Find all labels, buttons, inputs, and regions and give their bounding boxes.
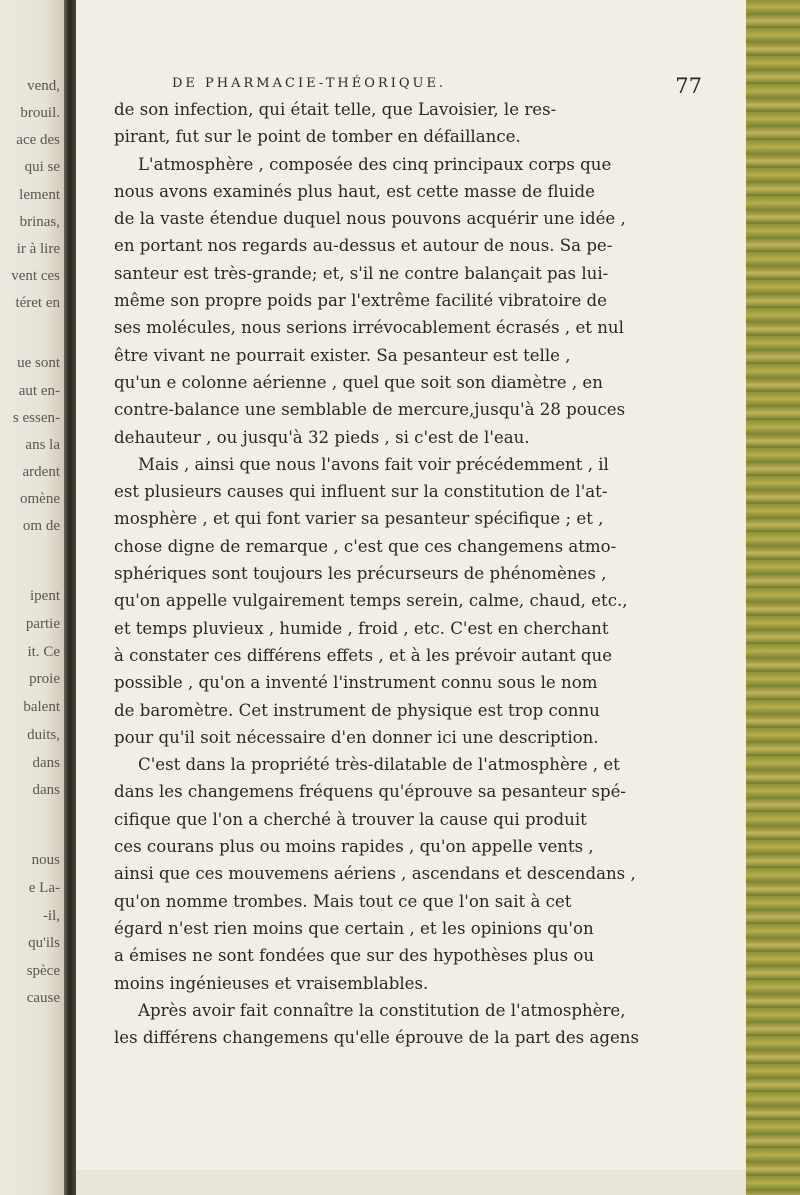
- previous-page-text-fragment: brouil.: [20, 105, 60, 121]
- book-gutter: [64, 0, 76, 1195]
- text-line: est plusieurs causes qui influent sur la constitution de l'at-: [114, 482, 608, 502]
- previous-page-text-fragment: ace des: [16, 132, 60, 148]
- previous-page-text-fragment: duits,: [27, 727, 60, 743]
- text-line: Après avoir fait connaître la constitution de l'atmosphère,: [138, 1000, 626, 1020]
- text-line: ainsi que ces mouvemens aériens , ascendans et descendans ,: [114, 864, 636, 884]
- text-line: Mais , ainsi que nous l'avons fait voir précédemment , il: [138, 454, 609, 474]
- text-line: L'atmosphère , composée des cinq principaux corps que: [138, 154, 612, 174]
- previous-page-text-fragment: balent: [23, 699, 60, 715]
- previous-page-text-fragment: vend,: [27, 78, 60, 94]
- previous-page-text-fragment: vent ces: [11, 268, 60, 284]
- text-line: nous avons examinés plus haut, est cette masse de fluide: [114, 181, 595, 201]
- previous-page-text-fragment: dans: [32, 782, 60, 798]
- previous-page-text-fragment: qui se: [24, 159, 60, 175]
- body-text: [114, 96, 716, 1051]
- text-line: santeur est très-grande; et, s'il ne contre balançait pas lui-: [114, 263, 609, 283]
- previous-page-text-fragment: partie: [25, 616, 60, 632]
- previous-page-text-fragment: qu'ils: [28, 935, 60, 951]
- previous-page-text-fragment: téret en: [15, 295, 60, 311]
- previous-page-text-fragment: dans: [32, 755, 60, 771]
- previous-page-text-fragment: s essen-: [12, 410, 60, 426]
- previous-page-text-fragment: lement: [19, 187, 60, 203]
- text-line: qu'on nomme trombes. Mais tout ce que l'on sait à cet: [114, 891, 572, 911]
- text-line: sphériques sont toujours les précurseurs de phénomènes ,: [114, 564, 607, 584]
- text-line: C'est dans la propriété très-dilatable de l'atmosphère , et: [138, 755, 620, 775]
- previous-page-text-fragment: it. Ce: [27, 644, 60, 660]
- text-line: moins ingénieuses et vraisemblables.: [114, 973, 429, 993]
- text-line: qu'un e colonne aérienne , quel que soit son diamètre , en: [114, 372, 603, 392]
- text-line: pour qu'il soit nécessaire d'en donner ici une description.: [114, 727, 599, 747]
- page-header: [110, 48, 720, 98]
- previous-page-text-fragment: proie: [29, 671, 60, 687]
- previous-page-text-fragment: ans la: [25, 437, 60, 453]
- previous-page-text-fragment: cause: [26, 990, 60, 1006]
- text-line: être vivant ne pourrait exister. Sa pesanteur est telle ,: [114, 345, 571, 365]
- text-line: de baromètre. Cet instrument de physique est trop connu: [114, 700, 600, 720]
- previous-page-text-fragment: ipent: [30, 588, 60, 604]
- previous-page-text-fragment: spèce: [26, 963, 60, 979]
- previous-page-fragment: [0, 0, 64, 1195]
- page-edge-background: [746, 0, 800, 1195]
- text-line: et temps pluvieux , humide , froid , etc. C'est en cherchant: [114, 618, 609, 638]
- previous-page-text-fragment: om de: [22, 518, 60, 534]
- text-line: a émises ne sont fondées que sur des hypothèses plus ou: [114, 946, 595, 966]
- previous-page-text-fragment: brinas,: [19, 214, 60, 230]
- text-line: de la vaste étendue duquel nous pouvons acquérir une idée ,: [114, 209, 626, 229]
- text-line: dehauteur , ou jusqu'à 32 pieds , si c'est de l'eau.: [114, 427, 530, 447]
- text-line: contre-balance une semblable de mercure,jusqu'à 28 pouces: [114, 400, 626, 420]
- text-line: mosphère , et qui font varier sa pesanteur spécifique ; et ,: [114, 509, 604, 529]
- previous-page-text-fragment: nous: [31, 852, 60, 868]
- text-line: pirant, fut sur le point de tomber en défaillance.: [114, 127, 521, 147]
- text-line: égard n'est rien moins que certain , et les opinions qu'on: [114, 918, 594, 938]
- text-line: les différens changemens qu'elle éprouve de la part des agens: [114, 1028, 639, 1048]
- text-line: qu'on appelle vulgairement temps serein, calme, chaud, etc.,: [114, 591, 628, 611]
- previous-page-text-fragment: ir à lire: [16, 241, 60, 257]
- text-line: de son infection, qui était telle, que Lavoisier, le res-: [114, 100, 557, 119]
- text-line: en portant nos regards au-dessus et autour de nous. Sa pe-: [114, 236, 613, 256]
- page-bottom-margin: [76, 1170, 746, 1195]
- text-line: ces courans plus ou moins rapides , qu'on appelle vents ,: [114, 837, 594, 857]
- text-line: dans les changemens fréquens qu'éprouve sa pesanteur spé-: [114, 782, 627, 802]
- text-line: à constater ces différens effets , et à les prévoir autant que: [114, 645, 613, 665]
- text-line: même son propre poids par l'extrême facilité vibratoire de: [114, 291, 607, 311]
- running-head: DE PHARMACIE-THÉORIQUE.: [172, 76, 447, 91]
- previous-page-text-fragment: omène: [20, 491, 60, 507]
- text-line: ses molécules, nous serions irrévocablement écrasés , et nul: [114, 318, 624, 338]
- previous-page-text-fragment: ue sont: [17, 355, 60, 371]
- previous-page-text-fragment: e La-: [28, 880, 60, 896]
- text-line: cifique que l'on a cherché à trouver la cause qui produit: [114, 809, 587, 829]
- page-number: 77: [675, 74, 702, 98]
- previous-page-text-fragment: aut en-: [18, 383, 60, 399]
- text-line: chose digne de remarque , c'est que ces changemens atmo-: [114, 536, 617, 556]
- previous-page-text-fragment: -il,: [42, 908, 60, 924]
- previous-page-text-fragment: ardent: [22, 464, 60, 480]
- text-line: possible , qu'on a inventé l'instrument connu sous le nom: [114, 673, 598, 693]
